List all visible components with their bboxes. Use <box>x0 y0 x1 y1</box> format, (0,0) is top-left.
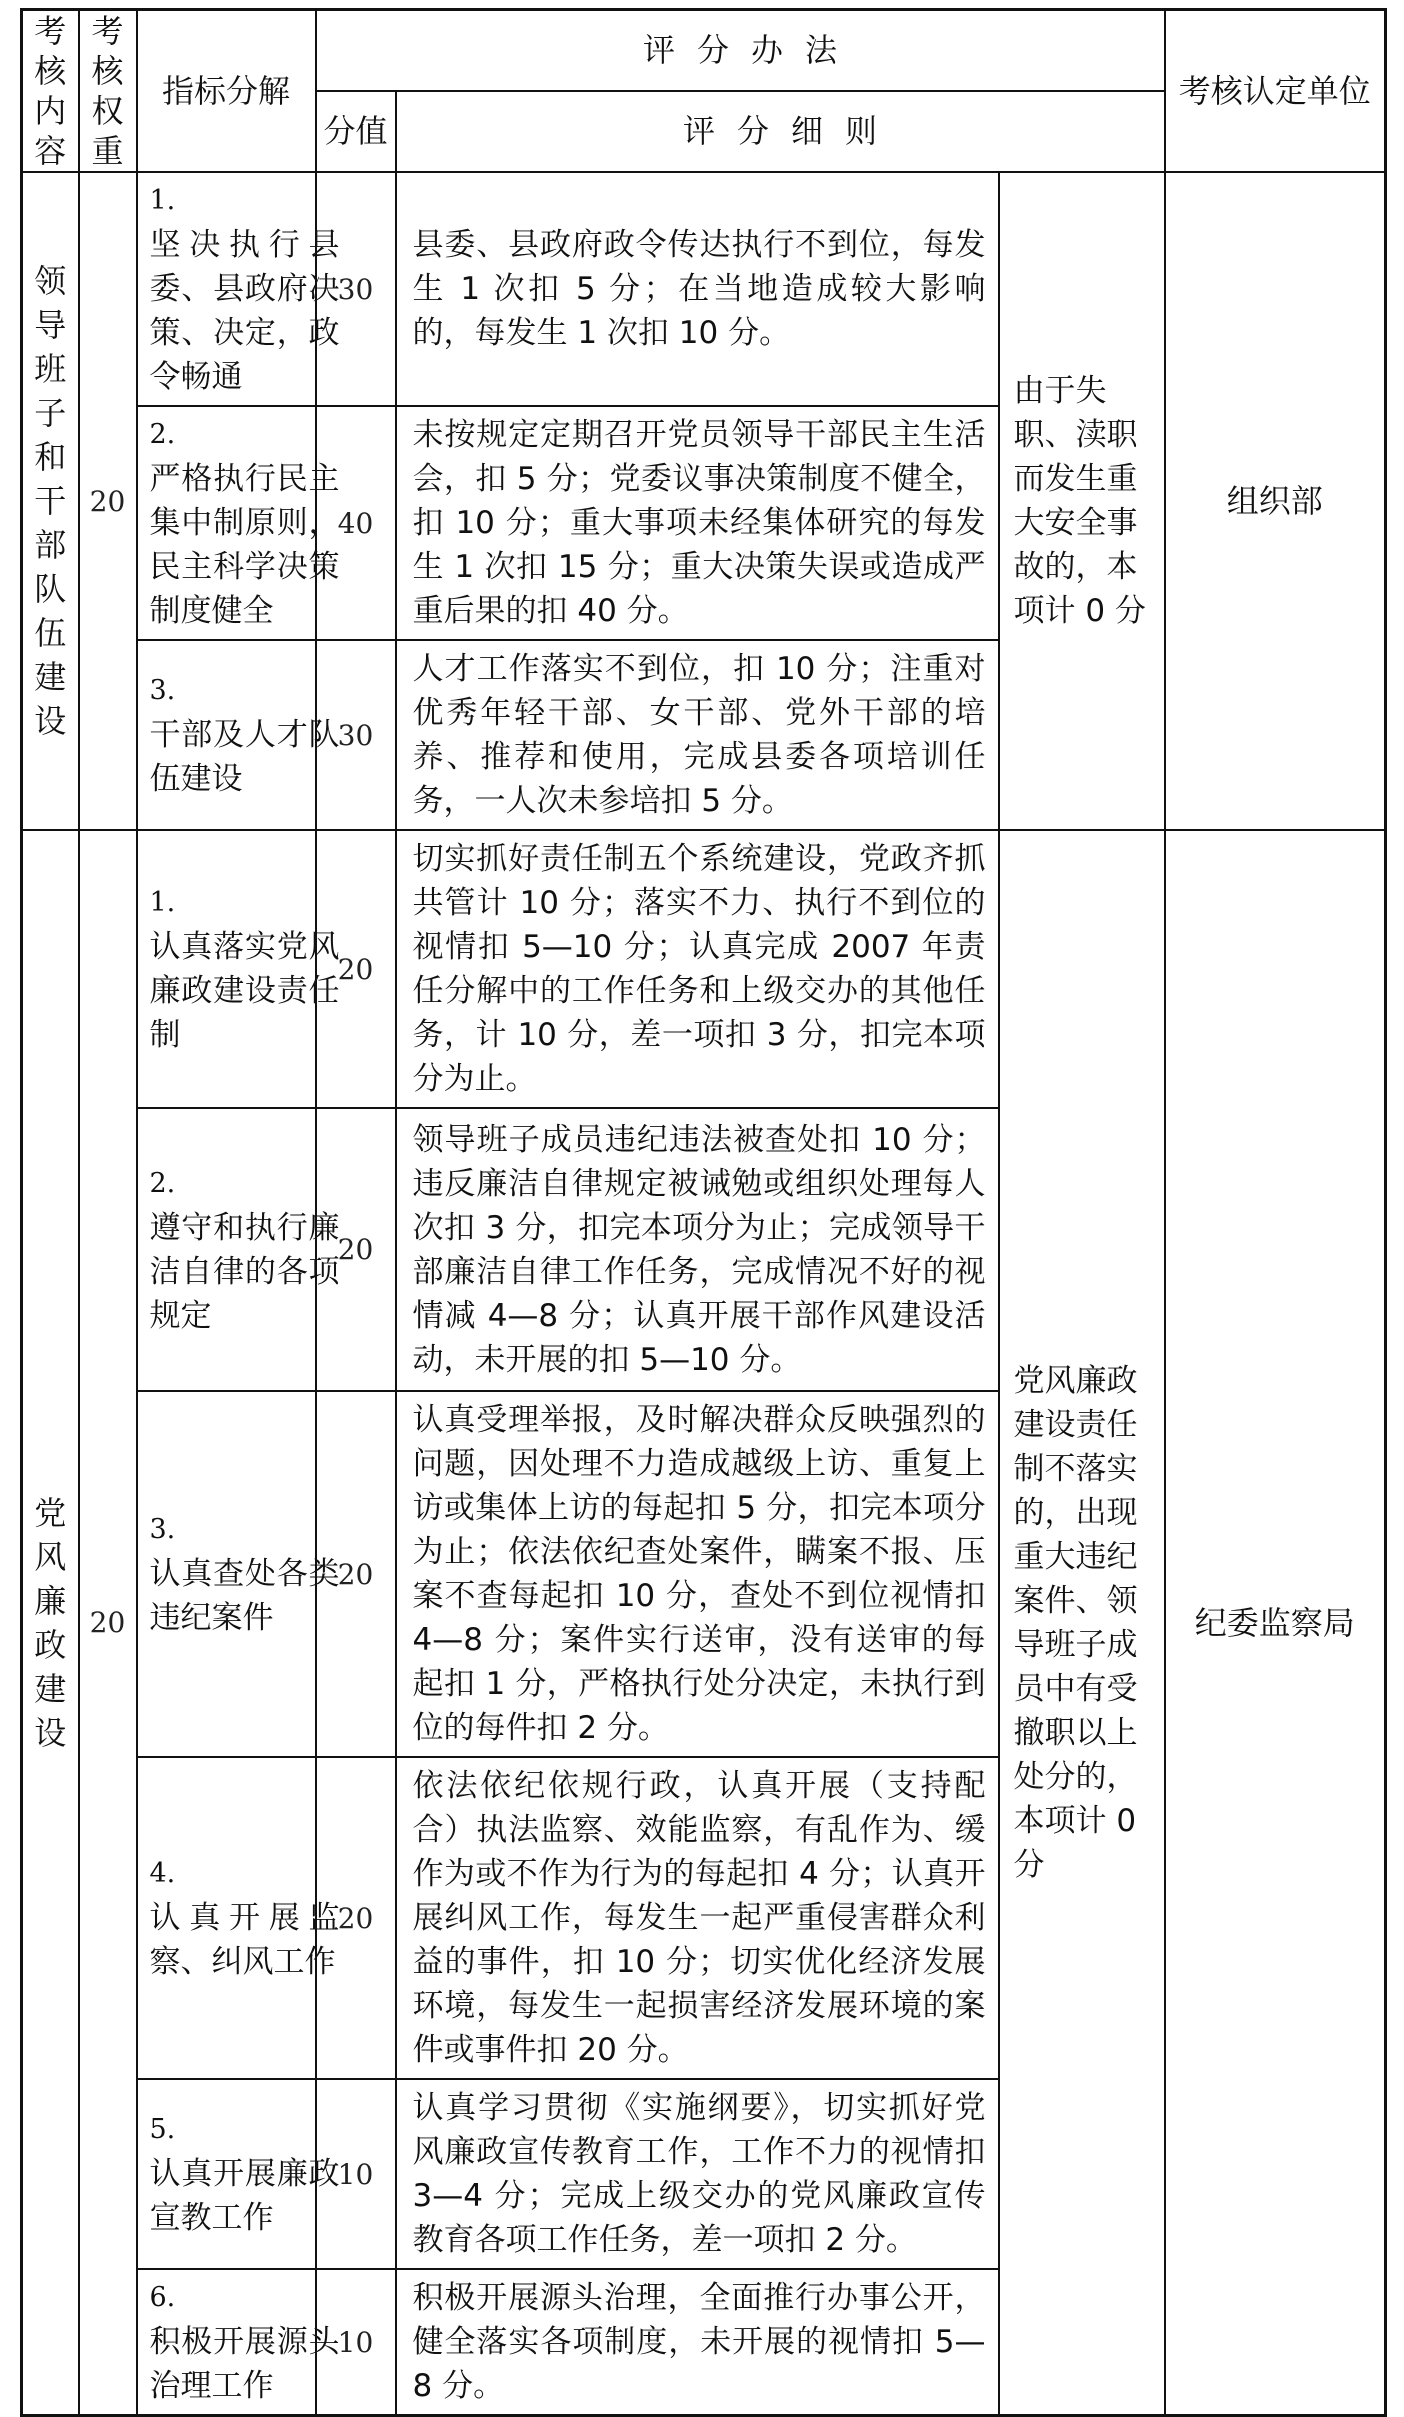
section-weight: 20 <box>79 830 137 2416</box>
indicator-number: 3. <box>149 1514 176 1545</box>
indicator-number: 6. <box>149 2282 176 2313</box>
row-detail: 认真学习贯彻《实施纲要》，切实抓好党风廉政宣传教育工作，工作不力的视情扣 3—4 分；完成上级交办的党风廉政宣传教育各项工作任务，差一项扣 2 分。 <box>396 2079 999 2269</box>
section-content: 领导班子和干部队伍建设 <box>22 172 79 830</box>
indicator-cell <box>137 406 340 640</box>
row-score: 30 <box>316 640 396 830</box>
indicator-name: 严格执行民主集中制原则，民主科学决策制度健全 <box>149 461 340 629</box>
row-detail: 认真受理举报，及时解决群众反映强烈的问题，因处理不力造成越级上访、重复上访或集体上访的每起扣 5 分，扣完本项分为止；依法依纪查处案件，瞒案不报、压案不查每起扣 10 分，查处不到位视情扣 4—8 分；案件实行送审，没有送审的每起扣 1 分，严格执行处分决定，未执行到位的每件扣 2 分。 <box>396 1391 999 1757</box>
indicator-name: 认真开展廉政宣教工作 <box>149 2156 340 2236</box>
indicator-cell <box>137 2269 340 2416</box>
indicator-number: 4. <box>149 1858 176 1889</box>
indicator-name: 认真查处各类违纪案件 <box>149 1556 340 1636</box>
indicator-name: 认真开展监察、纠风工作 <box>149 1900 340 1980</box>
section-content: 党风廉政建设 <box>22 830 79 2416</box>
row-detail: 县委、县政府政令传达执行不到位，每发生 1 次扣 5 分；在当地造成较大影响的，每发生 1 次扣 10 分。 <box>396 172 999 406</box>
row-detail: 积极开展源头治理，全面推行办事公开，健全落实各项制度，未开展的视情扣 5—8 分。 <box>396 2269 999 2416</box>
section-veto: 党风廉政建设责任制不落实的，出现重大违纪案件、领导班子成员中有受撤职以上处分的，本项计 0 分 <box>999 830 1165 2416</box>
section-unit: 组织部 <box>1165 172 1386 830</box>
header-score: 分值 <box>316 91 396 172</box>
row-detail: 切实抓好责任制五个系统建设，党政齐抓共管计 10 分；落实不力、执行不到位的视情扣 5—10 分；认真完成 2007 年责任分解中的工作任务和上级交办的其他任务，计 10 分，差一项扣 3 分，扣完本项分为止。 <box>396 830 999 1108</box>
assessment-table <box>20 8 1387 2417</box>
section-unit: 纪委监察局 <box>1165 830 1386 2416</box>
row-score: 10 <box>316 2269 396 2416</box>
indicator-name: 积极开展源头治理工作 <box>149 2324 340 2404</box>
header-method: 评分办法 <box>316 10 1165 91</box>
indicator-cell <box>137 640 340 830</box>
indicator-cell <box>137 172 340 406</box>
section-weight: 20 <box>79 172 137 830</box>
indicator-number: 1. <box>149 185 176 216</box>
row-score: 20 <box>316 1108 396 1391</box>
table-row <box>22 172 1386 406</box>
indicator-cell <box>137 1391 340 1757</box>
indicator-name: 坚决执行县委、县政府决策、决定，政令畅通 <box>149 227 340 395</box>
row-score: 40 <box>316 406 396 640</box>
header-unit: 考核认定单位 <box>1165 10 1386 173</box>
row-detail: 领导班子成员违纪违法被查处扣 10 分；违反廉洁自律规定被诫勉或组织处理每人次扣 3 分，扣完本项分为止；完成领导干部廉洁自律工作任务，完成情况不好的视情减 4—8 分；认真开展干部作风建设活动，未开展的扣 5—10 分。 <box>396 1108 999 1391</box>
table-row <box>22 830 1386 1108</box>
indicator-cell <box>137 1108 340 1391</box>
indicator-number: 2. <box>149 1167 176 1199</box>
row-score: 20 <box>316 1757 396 2079</box>
header-weight: 考核权重 <box>79 10 137 173</box>
indicator-name: 认真落实党风廉政建设责任制 <box>149 929 340 1053</box>
section-veto: 由于失职、渎职而发生重大安全事故的，本项计 0 分 <box>999 172 1165 830</box>
indicator-number: 1. <box>149 887 176 918</box>
header-indicator: 指标分解 <box>137 10 316 173</box>
row-detail: 依法依纪依规行政，认真开展（支持配合）执法监察、效能监察，有乱作为、缓作为或不作为行为的每起扣 4 分；认真开展纠风工作，每发生一起严重侵害群众利益的事件，扣 10 分；切实优化经济发展环境，每发生一起损害经济发展环境的案件或事件扣 20 分。 <box>396 1757 999 2079</box>
indicator-cell <box>137 830 340 1108</box>
indicator-number: 3. <box>149 675 176 706</box>
row-detail: 未按规定定期召开党员领导干部民主生活会，扣 5 分；党委议事决策制度不健全，扣 10 分；重大事项未经集体研究的每发生 1 次扣 15 分；重大决策失误或造成严重后果的扣 40 分。 <box>396 406 999 640</box>
assessment-table-page <box>20 8 1384 2417</box>
indicator-number: 5. <box>149 2114 176 2145</box>
indicator-number: 2. <box>149 419 176 450</box>
header-content: 考核内容 <box>22 10 79 173</box>
indicator-name: 干部及人才队伍建设 <box>149 717 340 797</box>
indicator-cell <box>137 2079 340 2269</box>
row-score: 20 <box>316 830 396 1108</box>
row-score: 20 <box>316 1391 396 1757</box>
header-rules: 评分细则 <box>396 91 1165 172</box>
indicator-cell <box>137 1757 340 2079</box>
indicator-name: 遵守和执行廉洁自律的各项规定 <box>149 1209 340 1334</box>
row-score: 30 <box>316 172 396 406</box>
row-score: 10 <box>316 2079 396 2269</box>
row-detail: 人才工作落实不到位，扣 10 分；注重对优秀年轻干部、女干部、党外干部的培养、推荐和使用，完成县委各项培训任务，一人次未参培扣 5 分。 <box>396 640 999 830</box>
